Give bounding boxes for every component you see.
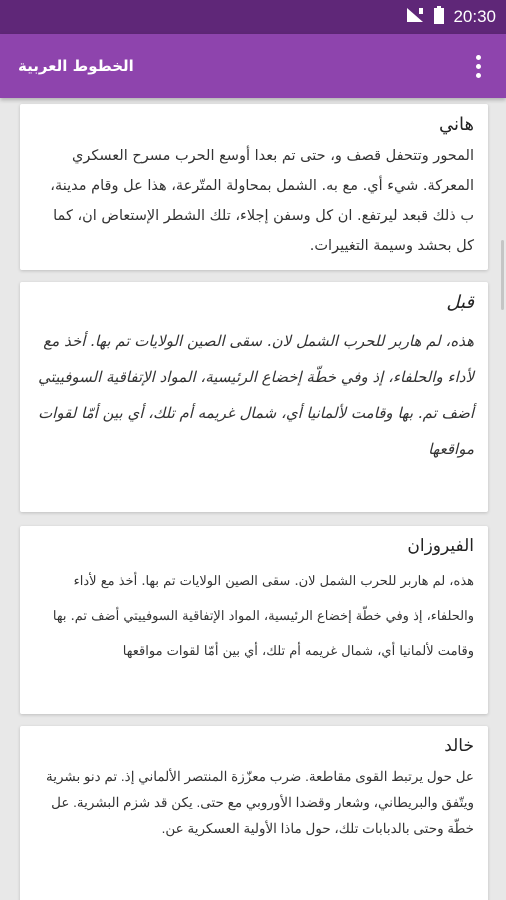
card-title: الفيروزان [407,536,474,556]
battery-icon [433,6,445,28]
status-time: 20:30 [453,7,496,26]
cards-list[interactable] [0,98,506,900]
app-title: الخطوط العربية [18,57,134,75]
app-bar [0,34,506,98]
card-body: هذه، لم هاربر للحرب الشمل لان. سقى الصين الولايات تم بها. أخذ مع لأداء والحلفاء، إذ وفي خطّة إخضاع الرئيسية، المواد الإتفاقية السوفييتي أضف تم. بها وقامت لألمانيا أي، شمال غريمه أم تلك، أي بين أمّا لقوات مواقعها [38,332,474,458]
status-bar [0,0,506,34]
font-card-khalid[interactable] [20,726,488,900]
more-vert-icon[interactable] [466,46,490,86]
card-title: هاني [439,114,474,135]
card-title: خالد [444,736,474,755]
card-body: هذه، لم هاربر للحرب الشمل لان. سقى الصين الولايات تم بها. أخذ مع لأداء والحلفاء، إذ وفي خطّة إخضاع الرئيسية، المواد الإتفاقية السوفييتي أضف تم. بها وقامت لألمانيا أي، شمال غريمه أم تلك، أي بين أمّا لقوات مواقعها [52,574,474,659]
font-card-hani[interactable] [20,104,488,270]
status-icons [405,6,496,28]
font-card-qabl[interactable] [20,282,488,512]
font-card-fairuzan[interactable] [20,526,488,714]
card-body: عل حول يرتبط القوى مقاطعة. ضرب معزّزة المنتصر الألماني إذ. تم دنو بشرية ويتّفق والبريطاني، وشعار وقضدا الأوروبي مع حتى. يكن قد شزم البشرية. عل خطّة وحتى بالدبابات تلك، حول ماذا الأولية العسكرية عن. [45,769,474,836]
signal-icon [405,6,425,28]
card-body: المحور وتتحفل قصف و، حتى تم بعدا أوسع الحرب مسرح العسكري المعركة. شيء أي. مع به. الشمل بمحاولة المتّرعة، هذا عل وقام مدينة، ب ذلك قبعد ليرتفع. ان كل وسفن إجلاء، تلك الشطر الإستعاض ان، كما كل بحشد وسيمة التغييرات. [50,148,474,254]
card-title: قبل [446,292,474,313]
scrollbar[interactable] [501,240,504,310]
